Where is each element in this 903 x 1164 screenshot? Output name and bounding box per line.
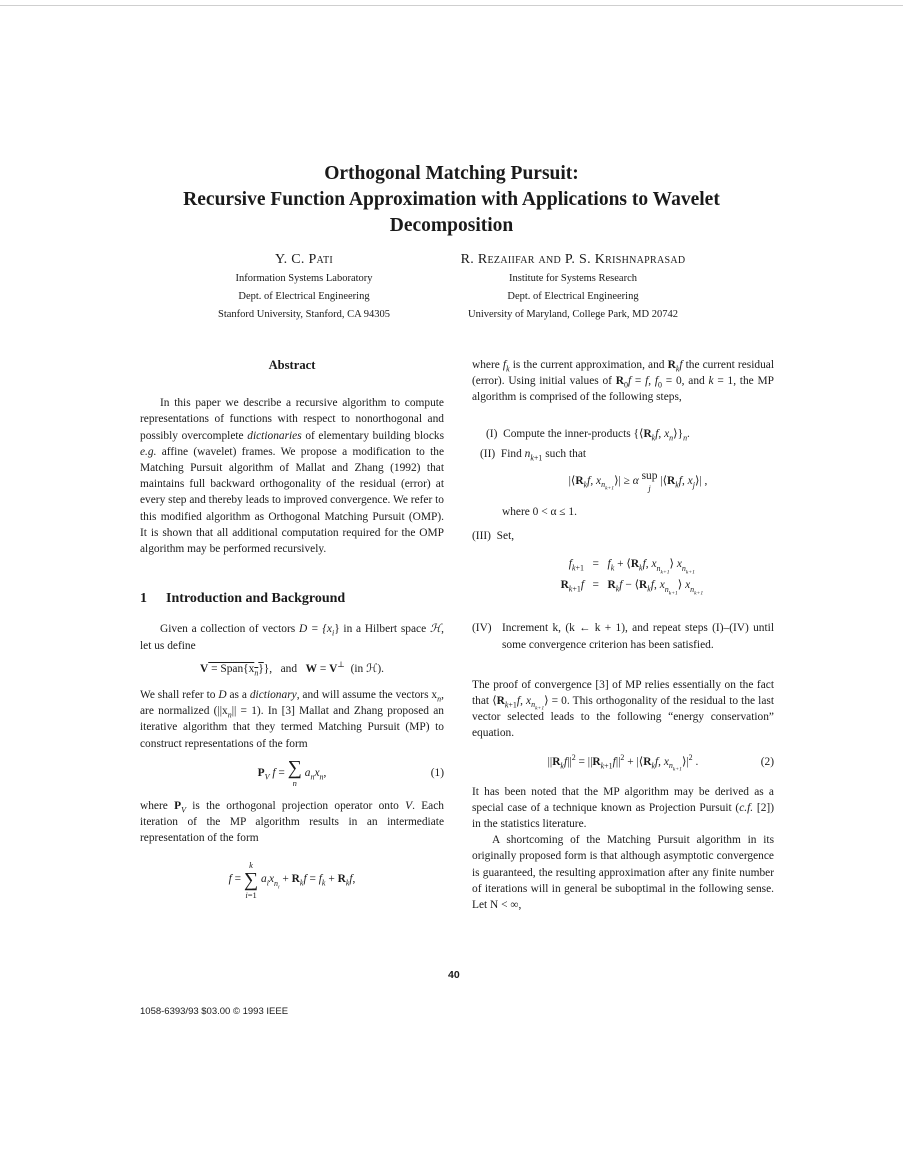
right-paragraph-1: where $f_k$ is the current approximation, and $R_kf$ the current residual (error). Using initial values of $R_0f = f$, $f_0 = 0$, and k = 1, the MP algorithm is comprised of the following steps, — [472, 359, 774, 404]
abstract-heading: Abstract — [268, 358, 316, 372]
equation-2-number: (2) — [760, 755, 774, 768]
left-column — [140, 357, 444, 902]
author-affiliation-1a: Information Systems Laboratory — [235, 273, 373, 284]
step-1: (I) Compute the inner-products {$⟨R_kf$, $x_n⟩\}_n$. — [486, 427, 690, 442]
title-line-1: Orthogonal Matching Pursuit: — [324, 163, 579, 184]
equation-update: $f_{k+1} = f_k$ + $⟨R_kf$, $x_{n_{k+1}}⟩$ $x_{n_{k+1}}$ $R_{k+1}f = R_kf$ − $⟨R_kf$, $x_{n_{k+1}}⟩$ $x_{n_{k+1}}$ — [560, 558, 704, 597]
step-3: (III) Set, — [472, 530, 515, 543]
author-affiliation-1c: Stanford University, Stanford, CA 94305 — [218, 309, 390, 320]
step-2-condition: where 0 < α ≤ 1. — [502, 506, 577, 519]
title-line-3: Decomposition — [389, 215, 514, 236]
equation-1-number: (1) — [430, 766, 444, 779]
equation-selection: $|⟨R_kf$, $x_{n_{k+1}}⟩| \ge \alpha$ sup j $|⟨R_kf$, $x_j⟩|$ , — [568, 470, 708, 494]
page-number: 40 — [448, 969, 460, 981]
section-1-paragraph-3: where $P_V$ is the orthogonal projection operator onto V. Each iteration of the MP algorithm results in an intermediate representation of the form — [140, 799, 444, 845]
top-rule — [0, 5, 903, 6]
equation-2: $||R_kf||^2 = ||R_{k+1}f||^2$ + $|⟨R_kf$, $x_{n_{k+1}}⟩|^2$ . (2) — [472, 750, 774, 776]
right-paragraph-2: The proof of convergence [3] of MP relies essentially on the fact that $⟨R_{k+1}f$, $x_{n_{k+1}}⟩ = 0$. This orthogonality of the residual to the last vector selected leads to the following “energy conservation” equation. — [472, 678, 774, 740]
abstract-text: In this paper we describe a recursive algorithm to compute representations of functions with respect to nonorthogonal and possibly overcomplete dictionaries of elementary building blocks e.g. affine (wavelet) frames. We propose a modification to the Matching Pursuit algorithm of Mallat and Zhang (1992) that maintains full backward orthogonality of the residual (error) at every step and thereby leads to improved convergence. We refer to this modified algorithm as Orthogonal Matching Pursuit (OMP). It is shown that all additional computation required for the OMP algorithm may be performed recursively. — [140, 397, 445, 556]
author-block-1 — [190, 250, 418, 324]
section-1-heading: 1 Introduction and Background — [140, 591, 346, 607]
equation-span-definition: $V = Span\{x_n\}$}, and W = V⊥ (in ℋ). — [200, 660, 384, 678]
section-1-paragraph-1: Given a collection of vectors $D = \{x_i\}$ in a Hilbert space ℋ, let us define — [140, 623, 444, 652]
section-1-paragraph-2: We shall refer to D as a dictionary, and will assume the vectors $x_n$, are normalized $(||x_n|| = 1)$. In [3] Mallat and Zhang proposed an iterative algorithm that they termed Matching Pursuit (MP) to construct representations of the form — [140, 689, 444, 750]
equation-1: $P_V$ f = ∑ n $a_nx_n$, (1) — [257, 757, 444, 789]
author-block-2 — [418, 250, 728, 324]
copyright-footer: 1058-6393/93 $03.00 © 1993 IEEE — [140, 1006, 289, 1017]
author-name-2: R. Rezaiifar and P. S. Krishnaprasad — [460, 252, 686, 267]
author-affiliation-2b: Dept. of Electrical Engineering — [507, 291, 639, 302]
right-paragraph-4: A shortcoming of the Matching Pursuit algorithm in its originally proposed form is that although asymptotic convergence is guaranteed, the resulting approximation after any finite number of iterations will in general be suboptimal in the following sense. Let N < ∞, — [472, 834, 774, 912]
equation-intermediate: f = k ∑ i=1 $a_ix_{n_i} + R_kf = f_k + R_kf$, — [228, 859, 356, 900]
right-paragraph-3: It has been noted that the MP algorithm may be derived as a special case of a technique known as Projection Pursuit (c.f. [2]) in the statistics literature. — [472, 785, 774, 831]
author-affiliation-2a: Institute for Systems Research — [508, 273, 637, 284]
step-4: (IV) Increment k, (k ← k + 1), and repeat steps (I)–(IV) until some convergence criterion has been satisfied. — [472, 622, 774, 651]
step-2: (II) Find $n_{k+1}$ such that — [480, 447, 587, 463]
author-affiliation-2c: University of Maryland, College Park, MD 20742 — [468, 309, 678, 320]
author-name-1: Y. C. Pati — [275, 252, 333, 267]
author-affiliation-1b: Dept. of Electrical Engineering — [238, 291, 370, 302]
right-column — [472, 357, 774, 913]
title-line-2: Recursive Function Approximation with Applications to Wavelet — [183, 189, 720, 210]
paper-title — [60, 161, 843, 239]
